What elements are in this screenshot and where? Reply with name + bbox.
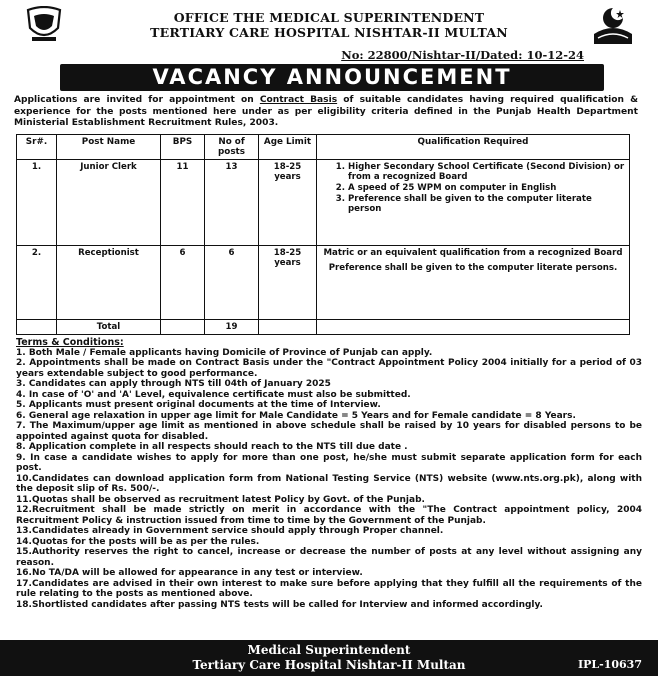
col-sr: Sr#. [17,134,57,159]
list-item: 3. Candidates can apply through NTS till 04th of January 2025 [16,379,331,389]
table-row [17,159,630,245]
list-item: 14.Quotas for the posts will be as per the rules. [16,536,260,547]
cell-empty [17,319,57,334]
cell-posts: 13 [205,159,259,245]
cell-qualification [317,159,630,245]
total-row [17,319,630,334]
cell-post: Receptionist [57,245,161,319]
table-header-row [17,134,630,159]
total-label: Total [57,319,161,334]
intro-contract-basis: Contract Basis [259,95,338,105]
list-item: 2. Appointments shall be made on Contract Basis under the "Contract Appointment Policy 2004 initially for a period of 03 years extendable subject to good performance. [16,358,642,379]
list-item: 8. Application complete in all respects should reach to the NTS till due date . [16,442,408,452]
list-item: 16.No TA/DA will be allowed for appearance in any test or interview. [16,568,363,578]
list-item: 17.Candidates are advised in their own interest to make sure before applying that they fulfill all the requirements of the rule relating to the posts as mentioned above. [16,578,642,599]
col-qualification: Qualification Required [317,134,630,159]
qualification-list [320,162,626,215]
vacancy-banner: VACANCY ANNOUNCEMENT [60,64,604,91]
cell-post: Junior Clerk [57,159,161,245]
col-posts: No of posts [205,134,259,159]
intro-before: Applications are invited for appointment on [14,95,260,105]
list-item: 1. Higher Secondary School Certificate (Second Division) or from a recognized Board [348,162,626,182]
list-item: 15.Authority reserves the right to cancel, increase or decrease the number of posts at any level without assigning any reason. [16,547,642,568]
footer-signature-block [0,640,658,676]
list-item: 5. Applicants must present original documents at the time of Interview. [16,400,381,410]
vacancy-table [16,134,630,335]
list-item: 3. Preference shall be given to the computer literate person [348,194,626,214]
header [10,4,648,48]
terms-list [16,348,642,611]
office-title [10,10,648,40]
qualification-preference: Preference shall be given to the computer literate persons. [328,262,618,273]
footer-hospital: Tertiary Care Hospital Nishtar-II Multan [192,658,466,672]
cell-sr: 2. [17,245,57,319]
intro-after: of suitable candidates having required qualification & experience for the posts mentioned here under as per eligibility criteria defined in the Punjab Health Department Ministerial Establishment Recruitment Rules, 2003. [14,95,639,128]
list-item: 9. In case a candidate wishes to apply for more than one post, he/she must submit separate application form for each post. [16,452,642,473]
footer-title: Medical Superintendent [247,643,411,657]
list-item: 4. In case of 'O' and 'A' Level, equivalence certificate must also be submitted. [16,389,411,400]
cell-bps: 6 [161,245,205,319]
col-age: Age Limit [259,134,317,159]
total-value: 19 [205,319,259,334]
qualification-text: Matric or an equivalent qualification from a recognized Board [323,247,623,258]
list-item: 7. The Maximum/upper age limit as mentioned in above schedule shall be raised by 10 years for disabled persons to be appointed against quota for disabled. [16,421,642,442]
list-item: 2. A speed of 25 WPM on computer in English [348,183,626,193]
intro-paragraph [14,95,638,130]
list-item: 12.Recruitment shall be made strictly on merit in accordance with the "The Contract appointment policy, 2004 Recruitment Policy & instruction issued from time to time by the Government of the Punjab. [16,505,642,526]
cell-empty [317,319,630,334]
col-bps: BPS [161,134,205,159]
table-row [17,245,630,319]
list-item: 11.Quotas shall be observed as recruitment latest Policy by Govt. of the Punjab. [16,494,425,505]
cell-empty [259,319,317,334]
terms-heading: Terms & Conditions: [16,336,124,348]
list-item: 6. General age relaxation in upper age limit for Male Candidate = 5 Years and for Female candidate = 8 Years. [16,410,576,421]
cell-qualification [317,245,630,319]
list-item: 18.Shortlisted candidates after passing NTS tests will be called for Interview and informed accordingly. [16,599,543,610]
punjab-government-emblem-icon [590,4,636,46]
reference-number [10,48,584,62]
list-item: 1. Both Male / Female applicants having Domicile of Province of Punjab can apply. [16,347,433,358]
cell-posts: 6 [205,245,259,319]
cell-bps: 11 [161,159,205,245]
cell-age: 18-25 years [259,245,317,319]
list-item: 10.Candidates can download application form from National Testing Service (NTS) website (www.nts.org.pk), along with the deposit slip of Rs. 500/-. [16,473,642,494]
reference-number-text: No: 22800/Nishtar-II/Dated: 10-12-24 [341,48,584,62]
cell-age: 18-25 years [259,159,317,245]
cell-sr: 1. [17,159,57,245]
office-name: OFFICE THE MEDICAL SUPERINTENDENT [173,10,485,25]
col-post: Post Name [57,134,161,159]
cell-empty [161,319,205,334]
list-item: 13.Candidates already in Government service should apply through Proper channel. [16,526,444,536]
hospital-name: TERTIARY CARE HOSPITAL NISHTAR-II MULTAN [150,25,508,40]
ipl-code: IPL-10637 [578,658,642,671]
